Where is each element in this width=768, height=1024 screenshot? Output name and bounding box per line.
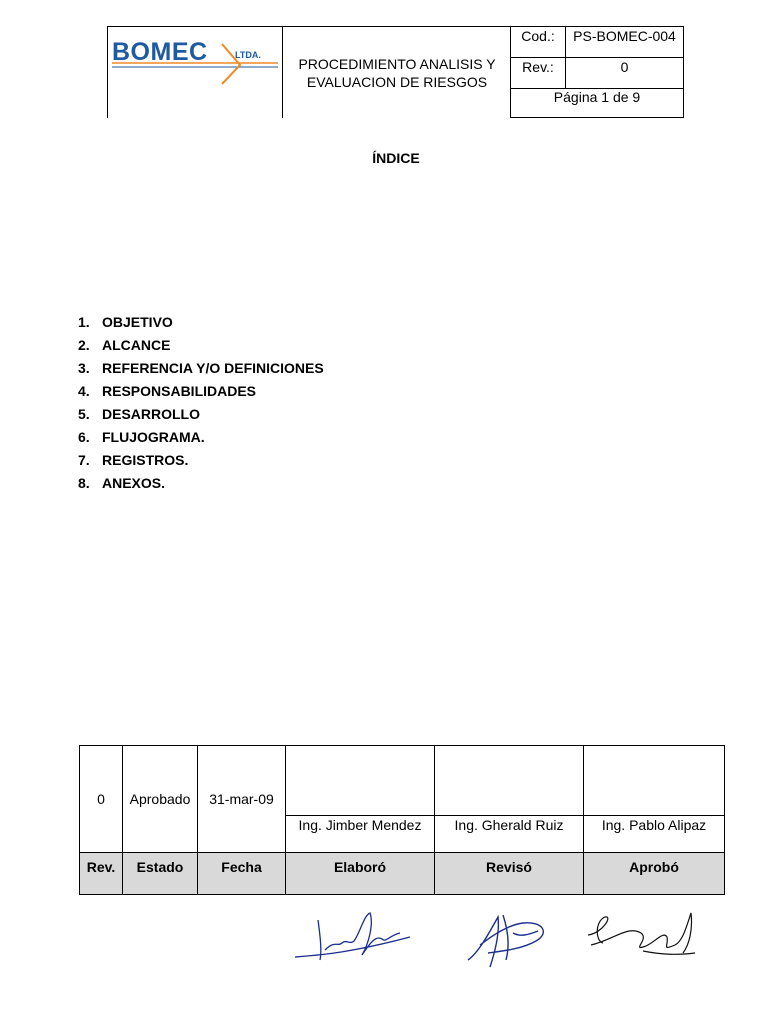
estado-cell: Aprobado xyxy=(123,746,198,853)
logo-suffix: LTDA. xyxy=(235,50,261,60)
header-elaboro: Elaboró xyxy=(286,853,435,895)
reviso-signature-cell xyxy=(435,746,584,816)
elaboro-name: Ing. Jimber Mendez xyxy=(286,816,435,853)
toc-item xyxy=(78,450,324,473)
document-title xyxy=(282,26,511,118)
reviso-name: Ing. Gherald Ruiz xyxy=(435,816,584,853)
toc-number: 8. xyxy=(78,475,90,491)
approval-header-row xyxy=(80,853,725,895)
approval-values-row xyxy=(80,746,725,816)
rev-value: 0 xyxy=(620,59,629,75)
toc-label: RESPONSABILIDADES xyxy=(102,383,257,399)
toc-label: REGISTROS. xyxy=(102,452,189,468)
title-line-1: PROCEDIMIENTO ANALISIS Y xyxy=(298,55,496,72)
header-reviso: Revisó xyxy=(435,853,584,895)
signature-reviso xyxy=(458,905,553,975)
toc-label: DESARROLLO xyxy=(102,406,200,422)
toc-number: 5. xyxy=(78,406,90,422)
page-number: Página 1 de 9 xyxy=(553,89,641,105)
header-estado: Estado xyxy=(123,853,198,895)
document-meta xyxy=(510,26,684,118)
aprobo-name: Ing. Pablo Alipaz xyxy=(584,816,725,853)
approval-table xyxy=(79,745,725,895)
elaboro-signature-cell xyxy=(286,746,435,816)
logo-text: BOMEC xyxy=(112,38,208,66)
toc-item xyxy=(78,473,324,496)
index-title: ÍNDICE xyxy=(372,150,420,166)
header-rev: Rev. xyxy=(80,853,123,895)
toc-label: FLUJOGRAMA. xyxy=(102,429,205,445)
code-row xyxy=(511,27,683,58)
code-value: PS-BOMEC-004 xyxy=(573,28,676,44)
toc-number: 4. xyxy=(78,383,90,399)
toc-number: 7. xyxy=(78,452,90,468)
toc-item xyxy=(78,427,324,450)
company-logo xyxy=(112,38,282,88)
rev-cell: 0 xyxy=(80,746,123,853)
header-fecha: Fecha xyxy=(198,853,286,895)
rev-label: Rev.: xyxy=(511,58,566,88)
toc-label: OBJETIVO xyxy=(102,314,173,330)
code-label: Cod.: xyxy=(511,27,566,57)
toc-number: 6. xyxy=(78,429,90,445)
logo-arrow-icon xyxy=(112,38,282,88)
toc-item xyxy=(78,381,324,404)
toc-item xyxy=(78,312,324,335)
aprobo-signature-cell xyxy=(584,746,725,816)
signature-elaboro xyxy=(290,905,415,975)
title-line-2: EVALUACION DE RIESGOS xyxy=(306,73,488,90)
toc-item xyxy=(78,358,324,381)
toc-number: 2. xyxy=(78,337,90,353)
toc-label: ANEXOS. xyxy=(102,475,166,491)
rev-row xyxy=(511,58,683,89)
toc-item xyxy=(78,335,324,358)
toc-number: 3. xyxy=(78,360,90,376)
fecha-cell: 31-mar-09 xyxy=(198,746,286,853)
toc-number: 1. xyxy=(78,314,90,330)
page-row xyxy=(511,89,683,118)
toc-label: ALCANCE xyxy=(102,337,171,353)
toc-label: REFERENCIA Y/O DEFINICIONES xyxy=(102,360,324,376)
header-aprobo: Aprobó xyxy=(584,853,725,895)
toc-item xyxy=(78,404,324,427)
signature-aprobo xyxy=(583,905,698,965)
table-of-contents xyxy=(78,312,324,496)
